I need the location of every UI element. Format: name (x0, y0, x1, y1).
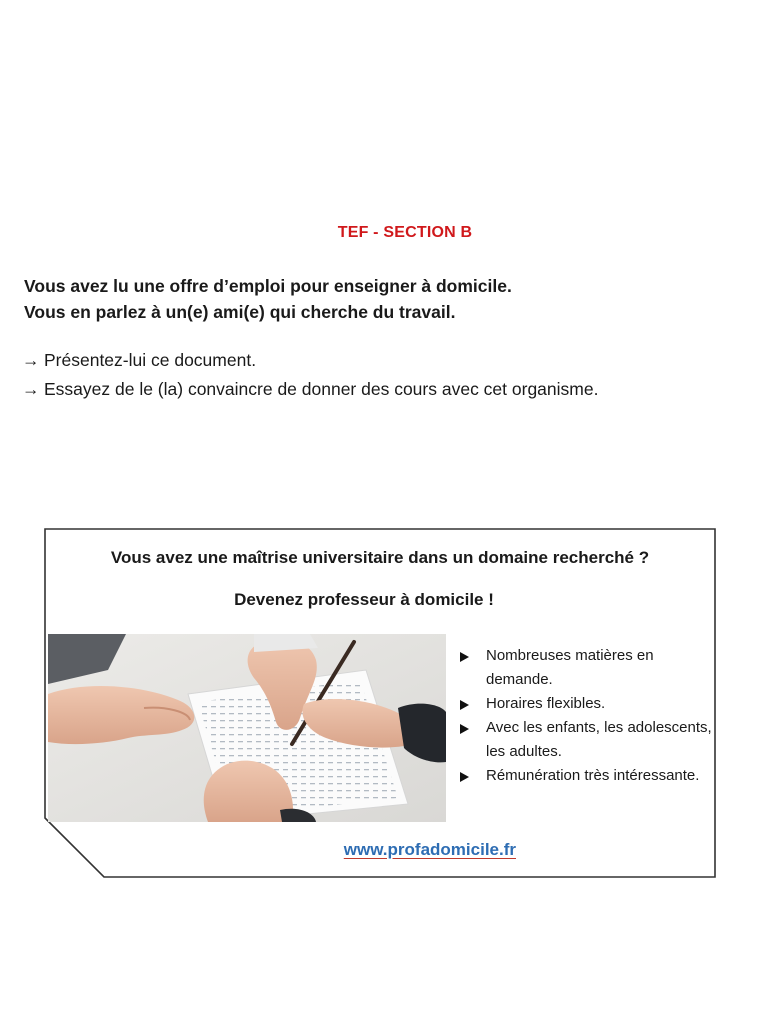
triangle-bullet-icon (460, 700, 469, 710)
instruction-text: Essayez de le (la) convaincre de donner des cours avec cet organisme. (44, 379, 599, 399)
list-item (456, 644, 712, 692)
website-link[interactable]: www.profadomicile.fr (343, 840, 516, 859)
arrow-right-icon: → (22, 350, 40, 370)
instruction-item (22, 346, 598, 375)
triangle-bullet-icon (460, 724, 469, 734)
tutoring-photo (48, 634, 446, 822)
bullet-text: Rémunération très intéressante. (486, 767, 700, 784)
ad-call-to-action: Devenez professeur à domicile ! (234, 590, 494, 609)
arrow-right-icon: → (22, 379, 40, 399)
triangle-bullet-icon (460, 772, 469, 782)
instructions-list (22, 346, 598, 404)
bullet-text: Horaires flexibles. (486, 695, 606, 712)
bullet-text: Avec les enfants, les adolescents, les adultes. (486, 719, 712, 760)
instruction-text: Présentez-lui ce document. (44, 350, 257, 370)
bullet-text: Nombreuses matières en demande. (486, 647, 654, 688)
triangle-bullet-icon (460, 652, 469, 662)
ad-headline: Vous avez une maîtrise universitaire dans un domaine recherché ? (110, 548, 650, 567)
intro-line-2: Vous en parlez à un(e) ami(e) qui cherche du travail. (24, 302, 456, 322)
list-item (456, 716, 712, 764)
section-title: TEF - SECTION B (337, 224, 473, 241)
instruction-item (22, 375, 598, 404)
benefits-list (456, 644, 712, 788)
list-item (456, 692, 712, 716)
job-advertisement (44, 528, 716, 878)
intro-line-1: Vous avez lu une offre d’emploi pour enseigner à domicile. (24, 276, 512, 296)
list-item (456, 764, 712, 788)
intro-text (24, 273, 512, 325)
